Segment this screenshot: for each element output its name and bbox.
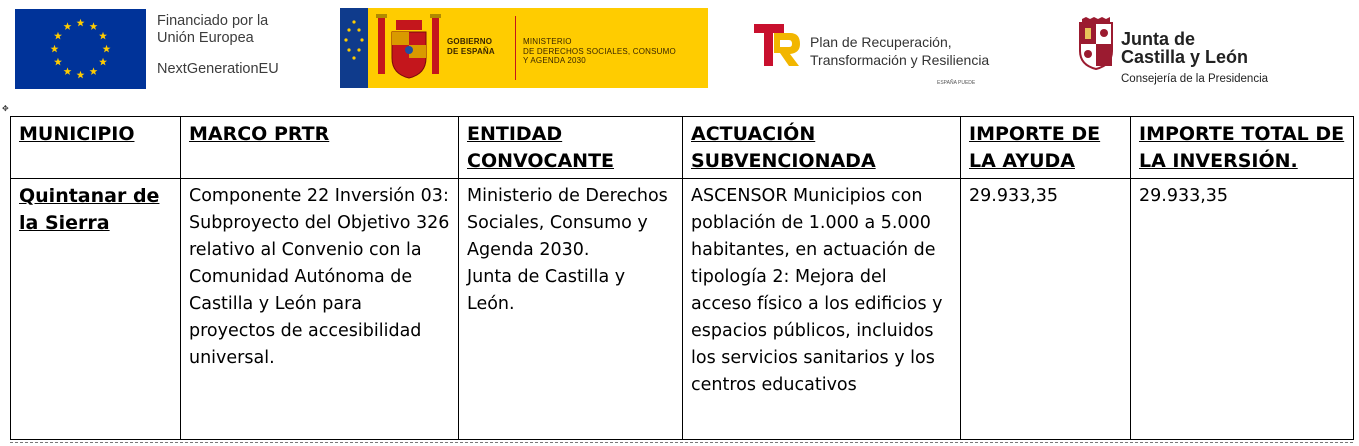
entidad-ministerio: Ministerio de Derechos Sociales, Consumo y Agenda 2030. (467, 186, 668, 260)
header-importe-ayuda: IMPORTE DE LA AYUDA (961, 117, 1131, 179)
eu-flag-icon (15, 9, 146, 89)
gobierno-de-espana-label (447, 37, 495, 56)
gob-line-1: GOBIERNO (447, 37, 493, 46)
logo-band (0, 0, 1359, 100)
eu-line-2: Unión Europea (157, 30, 254, 46)
min-line-2: DE DERECHOS SOCIALES, CONSUMO (523, 46, 676, 56)
eu-funding-text (157, 13, 279, 78)
table-continuation-edge (10, 442, 1353, 443)
cell-importe-ayuda: 29.933,35 (961, 179, 1131, 440)
cell-importe-total: 29.933,35 (1131, 179, 1354, 440)
jcyl-line-2: Castilla y León (1121, 47, 1249, 67)
table-move-handle-icon[interactable]: ✥ (2, 104, 9, 113)
subsidy-table (10, 116, 1354, 440)
entidad-junta: Junta de Castilla y León. (467, 267, 626, 314)
consejeria-label: Consejería de la Presidencia (1121, 73, 1269, 85)
cell-actuacion-subvencionada: ASCENSOR Municipios con población de 1.000 a 5.000 habitantes, en actuación de tipología 2: Mejora del acceso físico a los edificios y espacios públicos, incluidos los servicios sanitarios y los centros educativos (683, 179, 961, 440)
prtr-line-1: Plan de Recuperación, (810, 34, 952, 50)
header-importe-total: IMPORTE TOTAL DE LA INVERSIÓN. (1131, 117, 1354, 179)
header-actuacion-subvencionada: ACTUACIÓN SUBVENCIONADA (683, 117, 961, 179)
header-marco-prtr: MARCO PRTR (181, 117, 459, 179)
gob-line-2: DE ESPAÑA (447, 46, 495, 56)
table-header-row (11, 117, 1354, 179)
min-line-1: MINISTERIO (523, 37, 572, 46)
eu-ngeu-label: NextGenerationEU (157, 61, 279, 77)
cell-marco-prtr: Componente 22 Inversión 03: Subproyecto del Objetivo 326 relativo al Convenio con la Comunidad Autónoma de Castilla y León para proyectos de accesibilidad universal. (181, 179, 459, 440)
cell-municipio: Quintanar de la Sierra (11, 179, 181, 440)
castilla-leon-shield-icon (1076, 17, 1116, 71)
cell-entidad-convocante (459, 179, 683, 440)
header-municipio: MUNICIPIO (11, 117, 181, 179)
prtr-line-2: Transformación y Resiliencia (810, 52, 990, 68)
junta-name-label (1121, 30, 1248, 66)
prtr-plan-label (810, 33, 989, 69)
prtr-logo-icon (752, 20, 802, 68)
spain-ministry-logo (340, 8, 708, 88)
ministry-divider (515, 16, 516, 80)
ministry-name-label (523, 37, 676, 66)
header-entidad-convocante: ENTIDAD CONVOCANTE (459, 117, 683, 179)
eu-strip-icon (340, 8, 368, 88)
table-row (11, 179, 1354, 440)
jcyl-line-1: Junta de (1121, 29, 1196, 49)
eu-line-1: Financiado por la (157, 13, 269, 29)
espana-puede-label: ESPAÑA PUEDE (937, 80, 976, 86)
min-line-3: Y AGENDA 2030 (523, 56, 586, 65)
